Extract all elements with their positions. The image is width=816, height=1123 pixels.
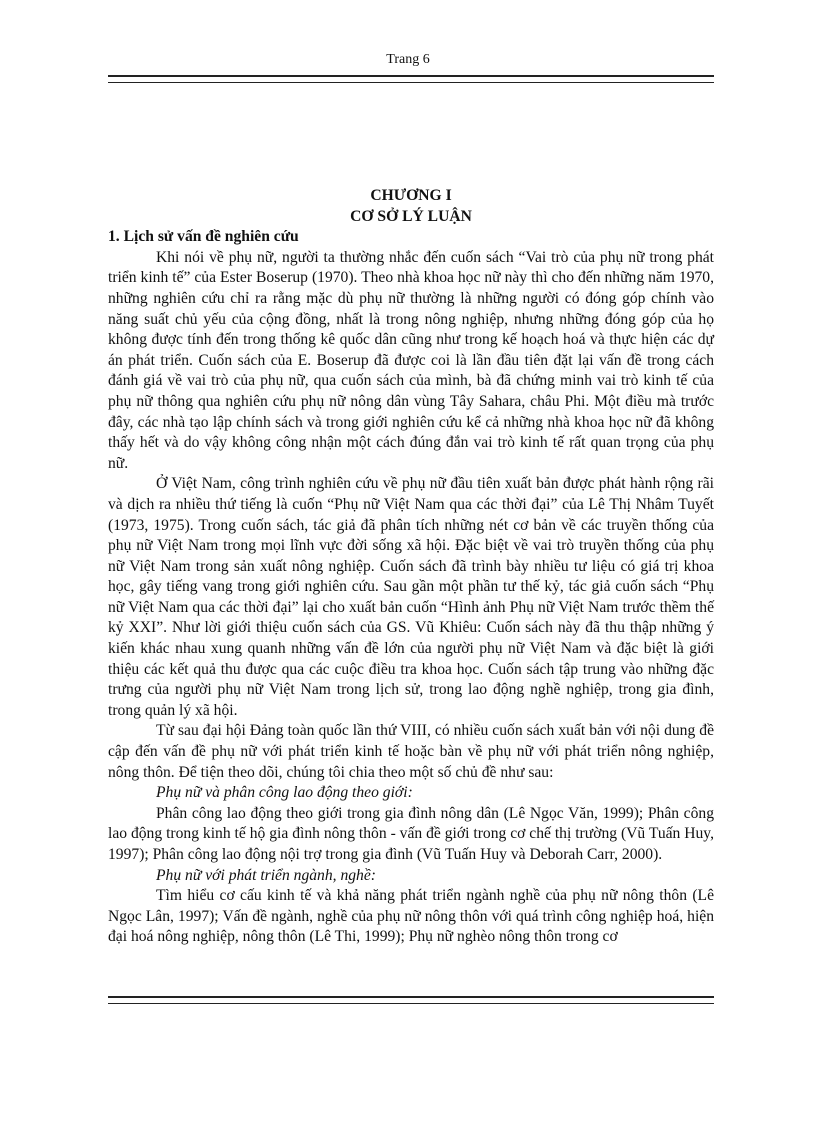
paragraph: Khi nói về phụ nữ, người ta thường nhắc đến cuốn sách “Vai trò của phụ nữ trong phát triển kinh tế” của Ester Boserup (1970). Theo nhà khoa học nữ này thì cho đến những năm 1970, những nghiên cứu chỉ ra rằng mặc dù phụ nữ thường là những người có đóng góp chính vào năng suất chủ yếu của cộng đồng, nhất là trong nông nghiệp, nhưng những đóng góp của họ không được tính đến trong thống kê quốc dân cũng như trong kế hoạch hoá và thực hiện các dự án phát triển. Cuốn sách của E. Boserup đã được coi là lần đầu tiên đặt lại vấn đề trong cách đánh giá về vai trò của phụ nữ, qua cuốn sách của mình, bà đã chứng minh vai trò kinh tế của phụ nữ thông qua nghiên cứu phụ nữ nông dân vùng Tây Sahara, châu Phi. Một điều mà trước đây, các nhà tạo lập chính sách và trong giới nghiên cứu kể cả những nhà khoa học nữ đã không thấy hết và do vậy không công nhận một cách đúng đắn vai trò kinh tế rất quan trọng của phụ nữ.: [108, 248, 714, 472]
paragraph: Ở Việt Nam, công trình nghiên cứu về phụ nữ đầu tiên xuất bản được phát hành rộng rãi và dịch ra nhiều thứ tiếng là cuốn “Phụ nữ Việt Nam qua các thời đại” của Lê Thị Nhâm Tuyết (1973, 1975). Trong cuốn sách, tác giả đã phân tích những nét cơ bản về các truyền thống của phụ nữ Việt Nam trong mọi lĩnh vực đời sống xã hội. Đặc biệt về vai trò truyền thống của phụ nữ Việt Nam trong sản xuất nông nghiệp. Cuốn sách đã trình bày nhiều tư liệu có giá trị khoa học, gây tiếng vang trong giới nghiên cứu. Sau gần một phần tư thế kỷ, tác giả cuốn sách “Phụ nữ Việt Nam qua các thời đại” lại cho xuất bản cuốn “Hình ảnh Phụ nữ Việt Nam trước thềm thế kỷ XXI”. Như lời giới thiệu cuốn sách của GS. Vũ Khiêu: Cuốn sách này đã thu thập những ý kiến khác nhau xung quanh những vấn đề lớn của người phụ nữ Việt Nam và đặc biệt là giới thiệu các kết quả thu được qua các cuộc điều tra khoa học. Cuốn sách tập trung vào những đặc trưng của người phụ nữ Việt Nam trong lịch sử, trong lao động nghề nghiệp, trong gia đình, trong quản lý xã hội.: [108, 475, 714, 719]
topic-paragraph: Phân công lao động theo giới trong gia đình nông dân (Lê Ngọc Văn, 1999); Phân công lao động trong kinh tế hộ gia đình nông thôn - vấn đề giới trong cơ chế thị trường (Vũ Tuấn Huy, 1997); Phân công lao động nội trợ trong gia đình (Vũ Tuấn Huy và Deborah Carr, 2000).: [108, 804, 714, 863]
chapter-number: CHƯƠNG I: [370, 187, 452, 204]
footer-rule: [108, 996, 714, 1004]
topic-heading: Phụ nữ và phân công lao động theo giới:: [156, 784, 413, 802]
header-rule: [108, 75, 714, 83]
chapter-title: CƠ SỞ LÝ LUẬN: [350, 207, 472, 225]
paragraph: Từ sau đại hội Đảng toàn quốc lần thứ VIII, có nhiều cuốn sách xuất bản với nội dung đề cập đến vấn đề phụ nữ với phát triển kinh tế hoặc bàn về phụ nữ với phát triển nông nghiệp, nông thôn. Để tiện theo dõi, chúng tôi chia theo một số chủ đề như sau:: [108, 722, 714, 781]
section-heading: 1. Lịch sử vấn đề nghiên cứu: [108, 228, 299, 246]
page-number: Trang 6: [386, 52, 430, 67]
page-header: [0, 52, 816, 68]
topic-paragraph: Tìm hiểu cơ cấu kinh tế và khả năng phát triển ngành nghề của phụ nữ nông thôn (Lê Ngọc Lân, 1997); Vấn đề ngành, nghề của phụ nữ nông thôn với quá trình công nghiệp hoá, hiện đại hoá nông nghiệp, nông thôn (Lê Thi, 1999); Phụ nữ nghèo nông thôn trong cơ: [108, 887, 714, 946]
document-body: [108, 186, 714, 948]
topic-heading: Phụ nữ với phát triển ngành, nghề:: [156, 866, 376, 884]
